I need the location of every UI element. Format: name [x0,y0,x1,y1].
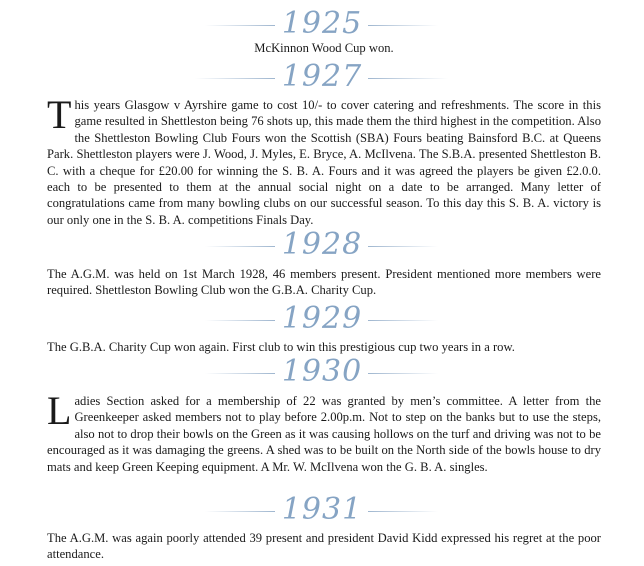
year-label: 1927 [281,59,363,94]
year-heading-1931 [0,490,644,530]
section-text-1927 [47,92,601,228]
year-heading-1929 [0,299,644,339]
year-label: 1929 [281,301,363,336]
section-text-1931: The A.G.M. was again poorly attended 39 present and president David Kidd expressed his regret at the poor attendance. [47,531,601,562]
year-heading-1928 [0,225,644,265]
year-label: 1931 [281,492,363,527]
year-label: 1930 [281,354,363,389]
year-label: 1925 [281,6,363,41]
section-text-1929: The G.B.A. Charity Cup won again. First club to win this prestigious cup two years in a row. [47,340,515,354]
section-body: his years Glasgow v Ayrshire game to cost 10/- to cover catering and refreshments. The score in this game resulted in Shettleston being 76 shots up, this made them the third highest in the competition. Also the Shettleston Bowling Club Fours won the Scottish (SBA) Fours beating Bainsford B.C. at Queens Park. Shettleston players were J. Wood, J. Myles, E. Bryce, A. McIlvena. The S.B.A. presented Shettleston B. C. with a cheque for £20.00 for winning the S. B. A. Fours and it was agreed the players be given £2.0.0. each to be presented to them at the annual social night on a date to be arranged. Many letter of congratulations came from many bowling clubs on our successful season. To this day this S. B. A. victory is our only one in the S. B. A. competitions Finals Day. [47,98,601,227]
drop-cap: T [47,92,72,137]
heading-rule-right [368,511,438,512]
year-label: 1928 [281,227,363,262]
heading-rule-right [368,373,438,374]
heading-rule-right [368,25,438,26]
drop-cap: L [47,388,72,433]
heading-rule-right [368,246,438,247]
section-text-1928: The A.G.M. was held on 1st March 1928, 46 members present. President mentioned more members were required. Shettleston Bowling Club won the G.B.A. Charity Cup. [47,267,601,298]
year-heading-1927 [0,57,644,97]
section-text-1925: McKinnon Wood Cup won. [254,41,394,55]
section-text-1930 [47,388,601,475]
section-body: adies Section asked for a membership of 22 was granted by men’s committee. A letter from the Greenkeeper asked members not to play before 2.00p.m. Not to step on the banks but to use the steps, also not to drop their bowls on the Green as it was causing hollows on the turf and driving was not to be encouraged as it was damaging the greens. A shed was to be built on the North side of the bowls house to dry mats and keep Green Keeping equipment. A Mr. W. McIlvena won the G. B. A. singles. [47,394,601,474]
year-heading-1925 [0,4,644,44]
heading-rule-right [368,320,438,321]
heading-rule-right [368,78,448,79]
year-heading-1930 [0,352,644,392]
